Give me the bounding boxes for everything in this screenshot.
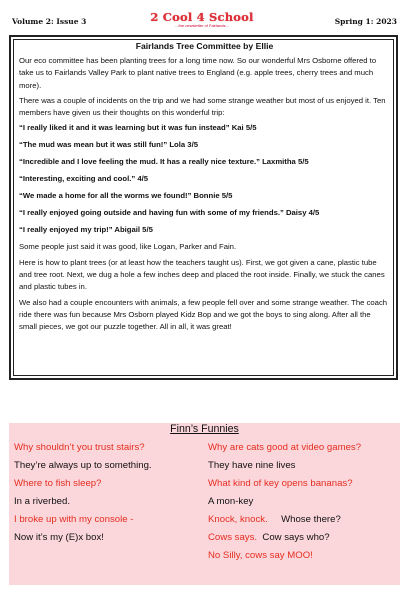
quote-bonnie: “We made a home for all the worms we found!” Bonnie 5/5 xyxy=(19,191,233,201)
joke-answer: In a riverbed. xyxy=(14,496,70,507)
logo-subtitle: ...the newsletter of Fairlands... xyxy=(175,23,229,28)
cow-says-who-text: Cow says who? xyxy=(262,532,330,543)
cows-says-text: Cows says. xyxy=(208,532,258,543)
joke-question: Why shouldn’t you trust stairs? xyxy=(14,442,145,453)
joke-answer: They’re always up to something. xyxy=(14,460,152,471)
quote-daisy: “I really enjoyed going outside and having fun with some of my friends.” Daisy 4/5 xyxy=(19,208,320,218)
logo-text: 2 Cool 4 School xyxy=(150,10,254,24)
article-title: Fairlands Tree Committee by Ellie xyxy=(135,41,274,51)
knock-knock-text: Knock, knock. xyxy=(208,514,268,525)
joke-question: Why are cats good at video games? xyxy=(208,442,362,453)
joke-question: I broke up with my console - xyxy=(14,514,134,525)
volume-label: Volume 2: Issue 3 xyxy=(12,17,87,26)
finns-funnies-section xyxy=(9,423,400,585)
funnies-title: Finn’s Funnies xyxy=(170,423,239,435)
article-intro: Our eco committee has been planting trees for a long time now. So our wonderful Mrs Osborne offered to take us to Fairlands Valley Park to plant native trees to England (e.g. apple trees, cherry trees and much more). xyxy=(19,56,377,90)
joke-question: What kind of key opens bananas? xyxy=(208,478,353,489)
joke-answer: A mon-key xyxy=(208,496,254,507)
joke-question: Where to fish sleep? xyxy=(14,478,102,489)
joke-answer: Now it’s my (E)x box! xyxy=(14,532,104,543)
tree-committee-article xyxy=(9,35,398,380)
quote-kai: “I really liked it and it was learning but it was fun instead” Kai 5/5 xyxy=(19,123,257,133)
article-how-to: Here is how to plant trees (or at least how the teachers taught us). First, we got given a cane, plastic tube and tree root. Next, we dug a hole a few inches deep and placed the root inside. Finally, we stuck the canes and plastic tubes in. xyxy=(19,257,385,292)
article-incidents: There was a couple of incidents on the trip and we had some strange weather but most of us enjoyed it. Ten members have given us their thoughts on this wonderful trip: xyxy=(19,95,386,118)
joke-punchline: No Silly, cows say MOO! xyxy=(208,550,313,561)
article-others: Some people just said it was good, like Logan, Parker and Fain. xyxy=(19,242,237,252)
quote-abigail: “I really enjoyed my trip!” Abigail 5/5 xyxy=(19,225,153,235)
quote-lola: “The mud was mean but it was still fun!” Lola 3/5 xyxy=(19,140,198,150)
knock-knock-line xyxy=(208,514,341,526)
issue-date: Spring 1: 2023 xyxy=(334,17,397,26)
quote-anonymous: “Interesting, exciting and cool.” 4/5 xyxy=(19,174,149,184)
article-encounters: We also had a couple encounters with animals, a few people fell over and some strange weather. The coach ride there was fun because Mrs Osborn played Kidz Bop and we got the boys to sing along. After all the small pieces, we got our puzzle together. All in all, it was great! xyxy=(19,297,388,332)
cows-says-line xyxy=(208,532,330,544)
quote-laxmitha: “Incredible and I love feeling the mud. It has a really nice texture.” Laxmitha 5/5 xyxy=(19,157,309,167)
joke-answer: They have nine lives xyxy=(208,460,296,471)
newsletter-logo xyxy=(143,11,261,33)
whose-there-text: Whose there? xyxy=(281,514,341,525)
